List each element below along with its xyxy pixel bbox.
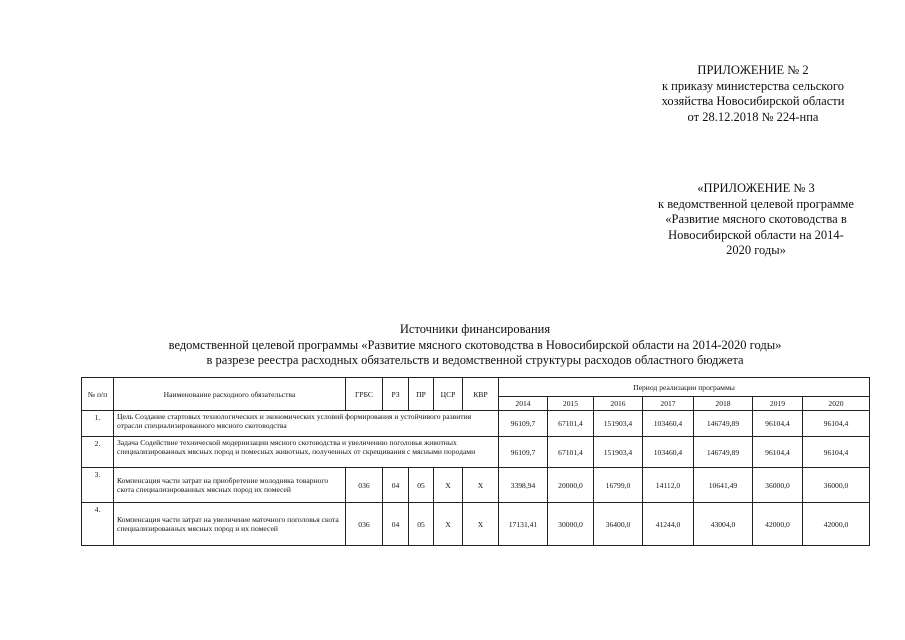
header-kvr: КВР	[463, 378, 499, 411]
appendix-2-line: хозяйства Новосибирской области	[661, 94, 845, 108]
header-year: 2019	[753, 397, 803, 411]
value-cell: 146749,89	[694, 411, 753, 437]
value-cell: 41244,0	[643, 503, 694, 546]
pr-cell: 05	[409, 468, 434, 503]
value-cell: 151903,4	[594, 437, 643, 468]
value-cell: 42000,0	[803, 503, 870, 546]
header-rz: РЗ	[383, 378, 409, 411]
rz-cell: 04	[383, 503, 409, 546]
value-cell: 20000,0	[548, 468, 594, 503]
appendix-2-date: от 28.12.2018 № 224-нпа	[687, 109, 819, 124]
table-row	[82, 411, 870, 437]
value-cell: 103460,4	[643, 411, 694, 437]
heading-subtitle: ведомственной целевой программы «Развитие мясного скотоводства в Новосибирской области на 2014-2020 годы»	[168, 337, 782, 352]
row-name: Компенсация части затрат на увеличение маточного поголовья скота специализированных мясных пород и их помесей	[114, 503, 346, 546]
heading-subtitle: в разрезе реестра расходных обязательств и ведомственной структуры расходов областного бюджета	[206, 353, 744, 367]
row-num: 4.	[82, 503, 114, 546]
value-cell: 3398,94	[499, 468, 548, 503]
appendix-2-block	[640, 63, 866, 125]
row-num: 1.	[82, 411, 114, 437]
value-cell: 96104,4	[803, 437, 870, 468]
value-cell: 16799,0	[594, 468, 643, 503]
value-cell: 96109,7	[499, 411, 548, 437]
header-pr: ПР	[409, 378, 434, 411]
rz-cell: 04	[383, 468, 409, 503]
kvr-cell: X	[463, 468, 499, 503]
header-year: 2018	[694, 397, 753, 411]
header-period: Период реализации программы	[499, 378, 870, 397]
grbs-cell: 036	[346, 503, 383, 546]
header-year: 2017	[643, 397, 694, 411]
value-cell: 10641,49	[694, 468, 753, 503]
row-name: Цель Создание стартовых технологических и экономических условий формирования и устойчивого развития отрасли специализированного мясного скотоводства	[114, 411, 499, 437]
value-cell: 151903,4	[594, 411, 643, 437]
csr-cell: X	[434, 503, 463, 546]
value-cell: 96104,4	[753, 411, 803, 437]
appendix-3-line: «Развитие мясного скотоводства в	[665, 212, 847, 226]
appendix-3-line: к ведомственной целевой программе	[658, 196, 854, 211]
row-num: 3.	[82, 468, 114, 503]
table-row	[82, 468, 870, 503]
table-row	[82, 503, 870, 546]
header-year: 2014	[499, 397, 548, 411]
table-row	[82, 437, 870, 468]
header-num: № п/п	[82, 378, 114, 411]
value-cell: 96104,4	[753, 437, 803, 468]
kvr-cell: X	[463, 503, 499, 546]
csr-cell: X	[434, 468, 463, 503]
appendix-2-line: к приказу министерства сельского	[661, 78, 844, 93]
value-cell: 14112,0	[643, 468, 694, 503]
pr-cell: 05	[409, 503, 434, 546]
header-csr: ЦСР	[434, 378, 463, 411]
value-cell: 42000,0	[753, 503, 803, 546]
appendix-3-line: 2020 годы»	[726, 243, 786, 257]
value-cell: 96109,7	[499, 437, 548, 468]
appendix-3-title: «ПРИЛОЖЕНИЕ № 3	[697, 181, 815, 195]
value-cell: 103460,4	[643, 437, 694, 468]
document-heading	[90, 322, 860, 369]
header-year: 2016	[594, 397, 643, 411]
value-cell: 43004,0	[694, 503, 753, 546]
row-name: Задача Содействие технической модернизации мясного скотоводства и увеличению поголовья животных специализированных мясных пород и помесных животных, полученных от скрещивания с мясными породами	[114, 437, 499, 468]
header-year: 2020	[803, 397, 870, 411]
header-name: Наименование расходного обязательства	[114, 378, 346, 411]
value-cell: 30000,0	[548, 503, 594, 546]
value-cell: 17131,41	[499, 503, 548, 546]
value-cell: 67101,4	[548, 411, 594, 437]
appendix-2-title: ПРИЛОЖЕНИЕ № 2	[697, 63, 809, 77]
header-grbs: ГРБС	[346, 378, 383, 411]
grbs-cell: 036	[346, 468, 383, 503]
value-cell: 67101,4	[548, 437, 594, 468]
appendix-3-line: Новосибирской области на 2014-	[668, 227, 844, 242]
financing-table	[81, 377, 870, 546]
value-cell: 36400,0	[594, 503, 643, 546]
value-cell: 96104,4	[803, 411, 870, 437]
table-header-row	[82, 378, 870, 397]
appendix-3-block	[627, 181, 885, 259]
heading-title: Источники финансирования	[399, 322, 551, 336]
value-cell: 146749,89	[694, 437, 753, 468]
value-cell: 36000,0	[753, 468, 803, 503]
row-num: 2.	[82, 437, 114, 468]
row-name: Компенсация части затрат на приобретение молодняка товарного скота специализированных мясных пород их помесей	[114, 468, 346, 503]
header-year: 2015	[548, 397, 594, 411]
value-cell: 36000,0	[803, 468, 870, 503]
